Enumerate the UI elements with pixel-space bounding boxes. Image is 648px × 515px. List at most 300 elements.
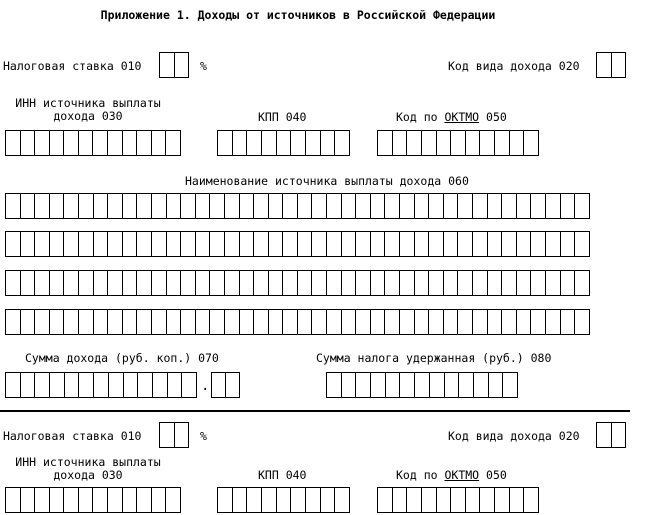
input-cell[interactable]	[181, 310, 196, 334]
input-cell[interactable]	[123, 232, 138, 256]
input-cell[interactable]	[196, 310, 211, 334]
input-cell[interactable]	[50, 310, 65, 334]
input-cell[interactable]	[262, 488, 277, 512]
input-cell[interactable]	[35, 373, 50, 397]
input-cell[interactable]	[35, 194, 50, 218]
input-cell[interactable]	[429, 310, 444, 334]
input-cell[interactable]	[473, 232, 488, 256]
decimal-separator: .	[201, 378, 210, 394]
input-cell[interactable]	[378, 488, 393, 512]
input-cell[interactable]	[393, 488, 408, 512]
input-cell[interactable]	[152, 310, 167, 334]
input-cell[interactable]	[269, 310, 284, 334]
input-cell[interactable]	[35, 131, 50, 155]
input-cell[interactable]	[94, 373, 109, 397]
income-code-field-2[interactable]	[596, 422, 626, 448]
input-cell[interactable]	[444, 310, 459, 334]
input-cell[interactable]	[612, 53, 626, 77]
input-cell[interactable]	[21, 373, 36, 397]
input-cell[interactable]	[561, 232, 576, 256]
input-cell[interactable]	[312, 310, 327, 334]
input-cell[interactable]	[415, 271, 430, 295]
input-cell[interactable]	[575, 310, 589, 334]
input-cell[interactable]	[312, 194, 327, 218]
input-cell[interactable]	[531, 310, 546, 334]
income-sum-label: Сумма дохода (руб. коп.) 070	[25, 351, 219, 365]
input-cell[interactable]	[64, 232, 79, 256]
input-cell[interactable]	[79, 131, 94, 155]
input-cell[interactable]	[152, 131, 167, 155]
input-cell[interactable]	[283, 271, 298, 295]
input-cell[interactable]	[182, 373, 196, 397]
input-cell[interactable]	[503, 373, 517, 397]
input-cell[interactable]	[225, 194, 240, 218]
input-cell[interactable]	[531, 271, 546, 295]
input-cell[interactable]	[531, 232, 546, 256]
input-cell[interactable]	[50, 194, 65, 218]
input-cell[interactable]	[160, 53, 175, 77]
input-cell[interactable]	[160, 423, 175, 447]
input-cell[interactable]	[393, 131, 408, 155]
input-cell[interactable]	[466, 131, 481, 155]
input-cell[interactable]	[378, 131, 393, 155]
input-cell[interactable]	[6, 310, 21, 334]
input-cell[interactable]	[152, 271, 167, 295]
input-cell[interactable]	[342, 194, 357, 218]
input-cell[interactable]	[495, 488, 510, 512]
input-cell[interactable]	[524, 131, 538, 155]
income-code-label: Код вида дохода 020	[448, 59, 580, 73]
input-cell[interactable]	[531, 194, 546, 218]
input-cell[interactable]	[50, 488, 65, 512]
input-cell[interactable]	[422, 488, 437, 512]
input-cell[interactable]	[64, 310, 79, 334]
input-cell[interactable]	[342, 232, 357, 256]
input-cell[interactable]	[108, 271, 123, 295]
input-cell[interactable]	[50, 271, 65, 295]
oktmo-field-2[interactable]	[377, 487, 539, 513]
input-cell[interactable]	[196, 232, 211, 256]
input-cell[interactable]	[445, 373, 460, 397]
input-cell[interactable]	[429, 194, 444, 218]
input-cell[interactable]	[371, 271, 386, 295]
input-cell[interactable]	[342, 310, 357, 334]
input-cell[interactable]	[371, 310, 386, 334]
input-cell[interactable]	[226, 373, 239, 397]
input-cell[interactable]	[64, 488, 79, 512]
input-cell[interactable]	[225, 271, 240, 295]
input-cell[interactable]	[166, 488, 180, 512]
input-cell[interactable]	[94, 194, 109, 218]
input-cell[interactable]	[108, 488, 123, 512]
inn-field-2[interactable]	[5, 487, 181, 513]
kpp-label-2: КПП 040	[258, 468, 307, 482]
oktmo-field[interactable]	[377, 130, 539, 156]
input-cell[interactable]	[415, 373, 430, 397]
input-cell[interactable]	[371, 232, 386, 256]
input-cell[interactable]	[218, 131, 233, 155]
input-cell[interactable]	[385, 310, 400, 334]
input-cell[interactable]	[137, 232, 152, 256]
input-cell[interactable]	[546, 232, 561, 256]
input-cell[interactable]	[386, 373, 401, 397]
input-cell[interactable]	[385, 271, 400, 295]
input-cell[interactable]	[6, 194, 21, 218]
input-cell[interactable]	[6, 271, 21, 295]
input-cell[interactable]	[458, 194, 473, 218]
input-cell[interactable]	[79, 232, 94, 256]
input-cell[interactable]	[94, 271, 109, 295]
input-cell[interactable]	[385, 194, 400, 218]
input-cell[interactable]	[196, 271, 211, 295]
input-cell[interactable]	[298, 271, 313, 295]
input-cell[interactable]	[546, 310, 561, 334]
oktmo-link[interactable]: ОКТМО	[444, 110, 480, 124]
input-cell[interactable]	[79, 194, 94, 218]
input-cell[interactable]	[240, 194, 255, 218]
input-cell[interactable]	[459, 373, 474, 397]
input-cell[interactable]	[247, 488, 262, 512]
input-cell[interactable]	[312, 232, 327, 256]
input-cell[interactable]	[430, 373, 445, 397]
input-cell[interactable]	[167, 194, 182, 218]
input-cell[interactable]	[108, 131, 123, 155]
input-cell[interactable]	[6, 131, 21, 155]
input-cell[interactable]	[6, 488, 21, 512]
input-cell[interactable]	[298, 310, 313, 334]
input-cell[interactable]	[371, 194, 386, 218]
input-cell[interactable]	[269, 194, 284, 218]
input-cell[interactable]	[451, 131, 466, 155]
input-cell[interactable]	[123, 310, 138, 334]
input-cell[interactable]	[64, 194, 79, 218]
input-cell[interactable]	[327, 373, 342, 397]
input-cell[interactable]	[283, 310, 298, 334]
input-cell[interactable]	[400, 232, 415, 256]
input-cell[interactable]	[517, 271, 532, 295]
input-cell[interactable]	[502, 232, 517, 256]
input-cell[interactable]	[356, 271, 371, 295]
input-cell[interactable]	[400, 194, 415, 218]
input-cell[interactable]	[502, 271, 517, 295]
input-cell[interactable]	[240, 232, 255, 256]
input-cell[interactable]	[517, 232, 532, 256]
input-cell[interactable]	[444, 194, 459, 218]
input-cell[interactable]	[240, 310, 255, 334]
input-cell[interactable]	[108, 310, 123, 334]
input-cell[interactable]	[21, 488, 36, 512]
oktmo-link-2[interactable]: ОКТМО	[444, 468, 480, 482]
input-cell[interactable]	[21, 310, 36, 334]
input-cell[interactable]	[254, 271, 269, 295]
inn-label-2-line1: ИНН источника выплаты	[15, 455, 161, 469]
input-cell[interactable]	[269, 271, 284, 295]
input-cell[interactable]	[385, 232, 400, 256]
input-cell[interactable]	[575, 232, 589, 256]
input-cell[interactable]	[429, 232, 444, 256]
inn-label-line1: ИНН источника выплаты	[15, 96, 161, 110]
input-cell[interactable]	[356, 232, 371, 256]
input-cell[interactable]	[233, 488, 248, 512]
input-cell[interactable]	[429, 271, 444, 295]
input-cell[interactable]	[21, 131, 36, 155]
input-cell[interactable]	[575, 194, 589, 218]
input-cell[interactable]	[181, 194, 196, 218]
input-cell[interactable]	[517, 310, 532, 334]
input-cell[interactable]	[502, 194, 517, 218]
input-cell[interactable]	[422, 131, 437, 155]
input-cell[interactable]	[283, 194, 298, 218]
input-cell[interactable]	[546, 194, 561, 218]
input-cell[interactable]	[458, 232, 473, 256]
input-cell[interactable]	[327, 194, 342, 218]
input-cell[interactable]	[254, 194, 269, 218]
inn-label	[0, 97, 176, 123]
input-cell[interactable]	[210, 271, 225, 295]
input-cell[interactable]	[597, 53, 612, 77]
input-cell[interactable]	[218, 488, 233, 512]
input-cell[interactable]	[480, 131, 495, 155]
input-cell[interactable]	[451, 488, 466, 512]
input-cell[interactable]	[123, 131, 138, 155]
input-cell[interactable]	[488, 232, 503, 256]
input-cell[interactable]	[415, 310, 430, 334]
input-cell[interactable]	[210, 232, 225, 256]
input-cell[interactable]	[254, 310, 269, 334]
input-cell[interactable]	[153, 373, 168, 397]
input-cell[interactable]	[137, 310, 152, 334]
input-cell[interactable]	[458, 310, 473, 334]
input-cell[interactable]	[50, 373, 65, 397]
input-cell[interactable]	[138, 373, 153, 397]
oktmo-suffix-2: 050	[479, 468, 507, 482]
input-cell[interactable]	[335, 131, 349, 155]
input-cell[interactable]	[371, 373, 386, 397]
input-cell[interactable]	[561, 271, 576, 295]
tax-sum-field[interactable]	[326, 372, 518, 398]
input-cell[interactable]	[321, 488, 336, 512]
oktmo-label-2	[396, 468, 507, 482]
input-cell[interactable]	[6, 232, 21, 256]
input-cell[interactable]	[488, 310, 503, 334]
input-cell[interactable]	[247, 131, 262, 155]
input-cell[interactable]	[21, 271, 36, 295]
input-cell[interactable]	[137, 131, 152, 155]
input-cell[interactable]	[210, 310, 225, 334]
input-cell[interactable]	[6, 373, 21, 397]
income-sum-kopecks-field[interactable]	[211, 372, 240, 398]
input-cell[interactable]	[415, 232, 430, 256]
input-cell[interactable]	[356, 373, 371, 397]
input-cell[interactable]	[298, 194, 313, 218]
input-cell[interactable]	[123, 271, 138, 295]
input-cell[interactable]	[400, 271, 415, 295]
input-cell[interactable]	[137, 194, 152, 218]
input-cell[interactable]	[50, 131, 65, 155]
tax-rate-field[interactable]	[159, 52, 189, 78]
income-sum-rubles-field[interactable]	[5, 372, 197, 398]
input-cell[interactable]	[575, 271, 589, 295]
input-cell[interactable]	[407, 131, 422, 155]
input-cell[interactable]	[277, 488, 292, 512]
input-cell[interactable]	[517, 194, 532, 218]
input-cell[interactable]	[502, 310, 517, 334]
inn-label-2	[0, 456, 176, 482]
input-cell[interactable]	[437, 131, 452, 155]
input-cell[interactable]	[473, 271, 488, 295]
input-cell[interactable]	[109, 373, 124, 397]
input-cell[interactable]	[93, 131, 108, 155]
input-cell[interactable]	[473, 194, 488, 218]
input-cell[interactable]	[79, 271, 94, 295]
input-cell[interactable]	[137, 488, 152, 512]
input-cell[interactable]	[167, 271, 182, 295]
input-cell[interactable]	[79, 310, 94, 334]
input-cell[interactable]	[342, 271, 357, 295]
input-cell[interactable]	[35, 232, 50, 256]
input-cell[interactable]	[35, 310, 50, 334]
input-cell[interactable]	[335, 488, 349, 512]
input-cell[interactable]	[225, 232, 240, 256]
input-cell[interactable]	[269, 232, 284, 256]
input-cell[interactable]	[123, 488, 138, 512]
input-cell[interactable]	[283, 232, 298, 256]
input-cell[interactable]	[466, 488, 481, 512]
oktmo-label	[396, 110, 507, 124]
input-cell[interactable]	[298, 232, 313, 256]
input-cell[interactable]	[444, 232, 459, 256]
tax-rate-label-2: Налоговая ставка 010	[3, 429, 142, 443]
input-cell[interactable]	[356, 310, 371, 334]
input-cell[interactable]	[488, 271, 503, 295]
input-cell[interactable]	[400, 310, 415, 334]
tax-rate-percent-sign: %	[200, 59, 207, 73]
input-cell[interactable]	[181, 271, 196, 295]
tax-sum-label: Сумма налога удержанная (руб.) 080	[316, 351, 552, 365]
input-cell[interactable]	[21, 232, 36, 256]
input-cell[interactable]	[437, 488, 452, 512]
input-cell[interactable]	[212, 373, 226, 397]
input-cell[interactable]	[254, 232, 269, 256]
section-divider	[0, 410, 630, 412]
input-cell[interactable]	[400, 373, 415, 397]
input-cell[interactable]	[561, 310, 576, 334]
input-cell[interactable]	[510, 488, 525, 512]
inn-label-line2: дохода 030	[53, 109, 123, 123]
input-cell[interactable]	[50, 232, 65, 256]
inn-label-2-line2: дохода 030	[53, 468, 123, 482]
input-cell[interactable]	[35, 271, 50, 295]
input-cell[interactable]	[108, 232, 123, 256]
input-cell[interactable]	[167, 310, 182, 334]
input-cell[interactable]	[321, 131, 336, 155]
input-cell[interactable]	[137, 271, 152, 295]
input-cell[interactable]	[415, 194, 430, 218]
tax-rate-field-2[interactable]	[159, 422, 189, 448]
input-cell[interactable]	[181, 232, 196, 256]
input-cell[interactable]	[166, 131, 180, 155]
input-cell[interactable]	[327, 310, 342, 334]
source-name-row-2[interactable]	[5, 231, 590, 257]
input-cell[interactable]	[356, 194, 371, 218]
input-cell[interactable]	[291, 131, 306, 155]
input-cell[interactable]	[327, 232, 342, 256]
input-cell[interactable]	[196, 194, 211, 218]
input-cell[interactable]	[94, 310, 109, 334]
input-cell[interactable]	[210, 194, 225, 218]
input-cell[interactable]	[524, 488, 538, 512]
input-cell[interactable]	[225, 310, 240, 334]
input-cell[interactable]	[510, 131, 525, 155]
tax-rate-label: Налоговая ставка 010	[3, 59, 142, 73]
oktmo-prefix-2: Код по	[396, 468, 445, 482]
input-cell[interactable]	[124, 373, 139, 397]
input-cell[interactable]	[94, 232, 109, 256]
input-cell[interactable]	[474, 373, 489, 397]
input-cell[interactable]	[93, 488, 108, 512]
input-cell[interactable]	[458, 271, 473, 295]
input-cell[interactable]	[123, 194, 138, 218]
income-code-field[interactable]	[596, 52, 626, 78]
input-cell[interactable]	[108, 194, 123, 218]
input-cell[interactable]	[152, 232, 167, 256]
input-cell[interactable]	[306, 131, 321, 155]
input-cell[interactable]	[233, 131, 248, 155]
page-title: Приложение 1. Доходы от источников в Российской Федерации	[100, 8, 496, 22]
input-cell[interactable]	[444, 271, 459, 295]
input-cell[interactable]	[291, 488, 306, 512]
input-cell[interactable]	[546, 271, 561, 295]
input-cell[interactable]	[342, 373, 357, 397]
inn-field[interactable]	[5, 130, 181, 156]
kpp-field[interactable]	[217, 130, 350, 156]
input-cell[interactable]	[489, 373, 504, 397]
input-cell[interactable]	[79, 488, 94, 512]
input-cell[interactable]	[495, 131, 510, 155]
input-cell[interactable]	[175, 53, 189, 77]
input-cell[interactable]	[64, 271, 79, 295]
kpp-label: КПП 040	[258, 110, 307, 124]
input-cell[interactable]	[488, 194, 503, 218]
input-cell[interactable]	[79, 373, 94, 397]
input-cell[interactable]	[152, 488, 167, 512]
input-cell[interactable]	[21, 194, 36, 218]
input-cell[interactable]	[65, 373, 80, 397]
input-cell[interactable]	[35, 488, 50, 512]
input-cell[interactable]	[612, 423, 626, 447]
input-cell[interactable]	[175, 423, 189, 447]
input-cell[interactable]	[64, 131, 79, 155]
input-cell[interactable]	[597, 423, 612, 447]
kpp-field-2[interactable]	[217, 487, 350, 513]
input-cell[interactable]	[312, 271, 327, 295]
input-cell[interactable]	[168, 373, 183, 397]
source-name-row-1[interactable]	[5, 193, 590, 219]
input-cell[interactable]	[152, 194, 167, 218]
input-cell[interactable]	[262, 131, 277, 155]
input-cell[interactable]	[480, 488, 495, 512]
input-cell[interactable]	[407, 488, 422, 512]
input-cell[interactable]	[473, 310, 488, 334]
source-name-row-4[interactable]	[5, 309, 590, 335]
input-cell[interactable]	[306, 488, 321, 512]
input-cell[interactable]	[561, 194, 576, 218]
source-name-row-3[interactable]	[5, 270, 590, 296]
input-cell[interactable]	[327, 271, 342, 295]
input-cell[interactable]	[277, 131, 292, 155]
input-cell[interactable]	[240, 271, 255, 295]
input-cell[interactable]	[167, 232, 182, 256]
